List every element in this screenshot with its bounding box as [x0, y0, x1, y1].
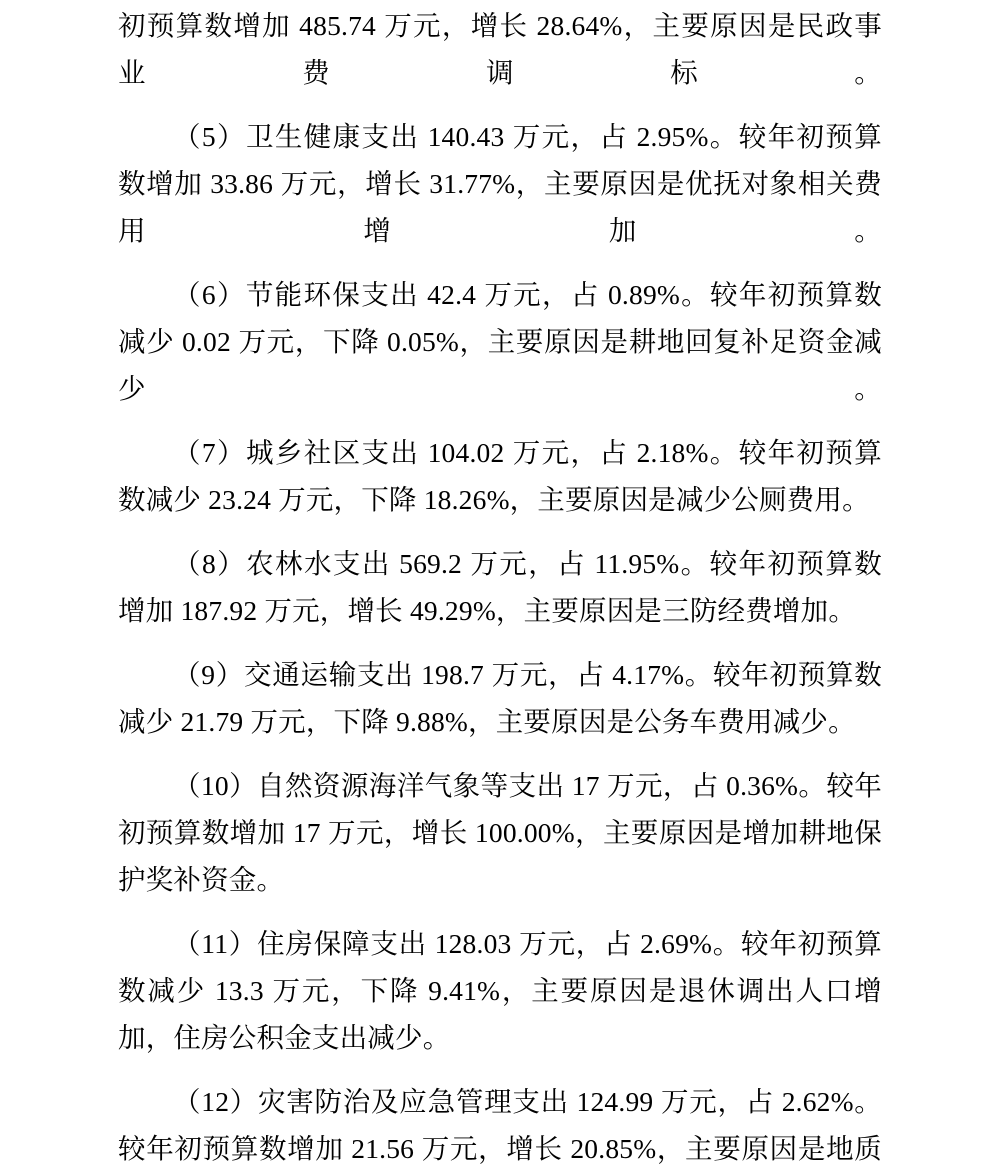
- paragraph-spacer: [118, 254, 882, 271]
- paragraph-8-agriculture-forestry-water: （8）农林水支出 569.2 万元，占 11.95%。较年初预算数增加 187.92 万元，增长 49.29%，主要原因是三防经费增加。: [118, 548, 882, 626]
- paragraph-spacer: [118, 745, 882, 762]
- paragraph-spacer: [118, 412, 882, 429]
- paragraph-7-urban-rural-community: （7）城乡社区支出 104.02 万元，占 2.18%。较年初预算数减少 23.24 万元，下降 18.26%，主要原因是减少公厕费用。: [118, 437, 882, 515]
- paragraph-9-transportation: （9）交通运输支出 198.7 万元，占 4.17%。较年初预算数减少 21.79 万元，下降 9.88%，主要原因是公务车费用减少。: [118, 659, 882, 737]
- paragraph-spacer: [118, 903, 882, 920]
- paragraph-spacer: [118, 523, 882, 540]
- paragraph-12-disaster-prevention: （12）灾害防治及应急管理支出 124.99 万元，占 2.62%。较年初预算数增加 21.56 万元，增长 20.85%，主要原因是地质: [118, 1086, 882, 1164]
- paragraph-spacer: [118, 634, 882, 651]
- paragraph-continued-civil-affairs: 初预算数增加 485.74 万元，增长 28.64%，主要原因是民政事业费调标。: [118, 10, 882, 88]
- paragraph-spacer: [118, 96, 882, 113]
- paragraph-11-housing-security: （11）住房保障支出 128.03 万元，占 2.69%。较年初预算数减少 13.3 万元，下降 9.41%，主要原因是退休调出人口增加，住房公积金支出减少。: [118, 928, 882, 1053]
- paragraph-6-energy-environment: （6）节能环保支出 42.4 万元，占 0.89%。较年初预算数减少 0.02 万元，下降 0.05%，主要原因是耕地回复补足资金减少。: [118, 279, 882, 404]
- paragraph-spacer: [118, 1061, 882, 1078]
- paragraph-5-health: （5）卫生健康支出 140.43 万元，占 2.95%。较年初预算数增加 33.86 万元，增长 31.77%，主要原因是优抚对象相关费用增加。: [118, 121, 882, 246]
- document-body: [118, 0, 882, 1172]
- paragraph-10-natural-resources: （10）自然资源海洋气象等支出 17 万元，占 0.36%。较年初预算数增加 17 万元，增长 100.00%，主要原因是增加耕地保护奖补资金。: [118, 770, 882, 895]
